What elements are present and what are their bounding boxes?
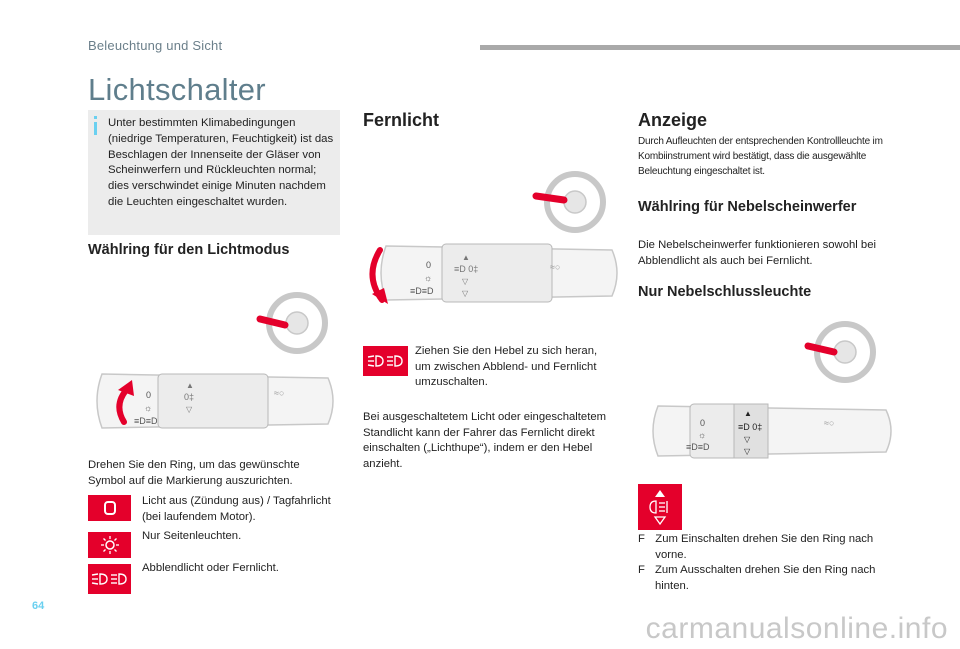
- svg-text:≈○: ≈○: [824, 418, 835, 428]
- side-lights-icon: [88, 532, 131, 558]
- rear-fog-ring-icon: [638, 484, 682, 530]
- bullet-text: Zum Einschalten drehen Sie den Ring nach vorne.: [655, 533, 874, 561]
- info-text: Unter bestimmten Klimabedingungen (niedrige Temperaturen, Feuchtigkeit) ist das Beschlagen der Innenseite der Gläser von Scheinwerfern und Rückleuchten normal; dies verschwindet einige Minuten nachdem die Leuchten eingeschaltet wurden.: [108, 117, 334, 208]
- page-number: 64: [32, 600, 45, 612]
- svg-text:0: 0: [700, 418, 706, 428]
- fog-ring-text: Die Nebelscheinwerfer funktionieren sowohl bei Abblendlicht als auch bei Fernlicht.: [638, 239, 876, 267]
- header-rule: [480, 45, 960, 50]
- light-stalk-illustration: [88, 366, 340, 436]
- svg-text:▽: ▽: [462, 277, 469, 286]
- lightmode-heading: Wählring für den Lichtmodus: [88, 242, 290, 258]
- steering-wheel-illustration: [800, 316, 882, 386]
- page-title: Lichtschalter: [88, 72, 266, 107]
- highbeam-pull-text: Ziehen Sie den Hebel zu sich heran, um zwischen Abblend- und Fernlicht umzuschalten.: [415, 345, 598, 388]
- list-item: [638, 563, 898, 594]
- info-icon-bar: [94, 122, 97, 135]
- headlamp-flash-text: Bei ausgeschaltetem Licht oder eingeschaltetem Standlicht kann der Fahrer das Fernlicht direkt einschalten („Lichthupe“), indem er den Hebel anzieht.: [363, 411, 607, 470]
- info-box: [88, 110, 340, 235]
- svg-text:≈○: ≈○: [550, 262, 561, 272]
- watermark: carmanualsonline.info: [645, 612, 948, 645]
- rear-fog-bullets: [638, 532, 898, 594]
- dipped-main-beam-icon: [363, 346, 408, 376]
- fog-stalk-illustration: [648, 400, 896, 462]
- lightmode-instruction: Drehen Sie den Ring, um das gewünschte Symbol auf die Markierung auszurichten.: [88, 459, 300, 487]
- svg-text:▽: ▽: [744, 435, 751, 444]
- svg-text:≡D≡D: ≡D≡D: [410, 286, 434, 296]
- svg-text:▽: ▽: [186, 405, 193, 414]
- svg-text:≡D≡D: ≡D≡D: [134, 416, 158, 426]
- svg-text:▽: ▽: [744, 447, 751, 456]
- svg-text:≡D 0‡: ≡D 0‡: [454, 264, 479, 274]
- section-title: Beleuchtung und Sicht: [88, 38, 223, 53]
- display-text: Durch Aufleuchten der entsprechenden Kontrollleuchte im Kombiinstrument wird bestätigt, dass die ausgewählte Beleuchtung eingeschaltet ist.: [638, 136, 883, 177]
- svg-text:☼: ☼: [424, 273, 433, 283]
- svg-text:▽: ▽: [462, 289, 469, 298]
- svg-text:☼: ☼: [698, 430, 707, 440]
- svg-text:0: 0: [146, 390, 152, 400]
- display-heading: Anzeige: [638, 110, 708, 130]
- svg-text:▲: ▲: [744, 409, 752, 418]
- bullet-symbol: F: [638, 533, 645, 545]
- bullet-symbol: F: [638, 564, 645, 576]
- list-item: [638, 532, 898, 563]
- steering-wheel-illustration: [255, 287, 330, 362]
- light-off-icon: [88, 495, 131, 521]
- light-stalk-pull-illustration: [360, 238, 622, 308]
- svg-text:▲: ▲: [186, 381, 194, 390]
- mode-item-text: Nur Seitenleuchten.: [142, 530, 242, 542]
- steering-wheel-illustration: [530, 168, 612, 238]
- svg-text:▲: ▲: [462, 253, 470, 262]
- svg-text:≡D≡D: ≡D≡D: [686, 442, 710, 452]
- svg-text:0: 0: [426, 260, 432, 270]
- svg-text:0‡: 0‡: [184, 392, 195, 402]
- mode-item-text: Licht aus (Zündung aus) / Tagfahrlicht (bei laufendem Motor).: [142, 495, 331, 523]
- bullet-text: Zum Ausschalten drehen Sie den Ring nach hinten.: [654, 564, 876, 592]
- svg-text:☼: ☼: [144, 403, 153, 413]
- mode-item-text: Abblendlicht oder Fernlicht.: [142, 562, 279, 574]
- highbeam-heading: Fernlicht: [363, 110, 440, 130]
- info-icon: [94, 116, 97, 119]
- fog-ring-heading: Wählring für Nebelscheinwerfer: [638, 199, 857, 215]
- dipped-main-beam-icon: [88, 564, 131, 594]
- rear-fog-heading: Nur Nebelschlussleuchte: [638, 284, 812, 300]
- svg-text:≡D 0‡: ≡D 0‡: [738, 422, 763, 432]
- svg-text:≈○: ≈○: [274, 388, 285, 398]
